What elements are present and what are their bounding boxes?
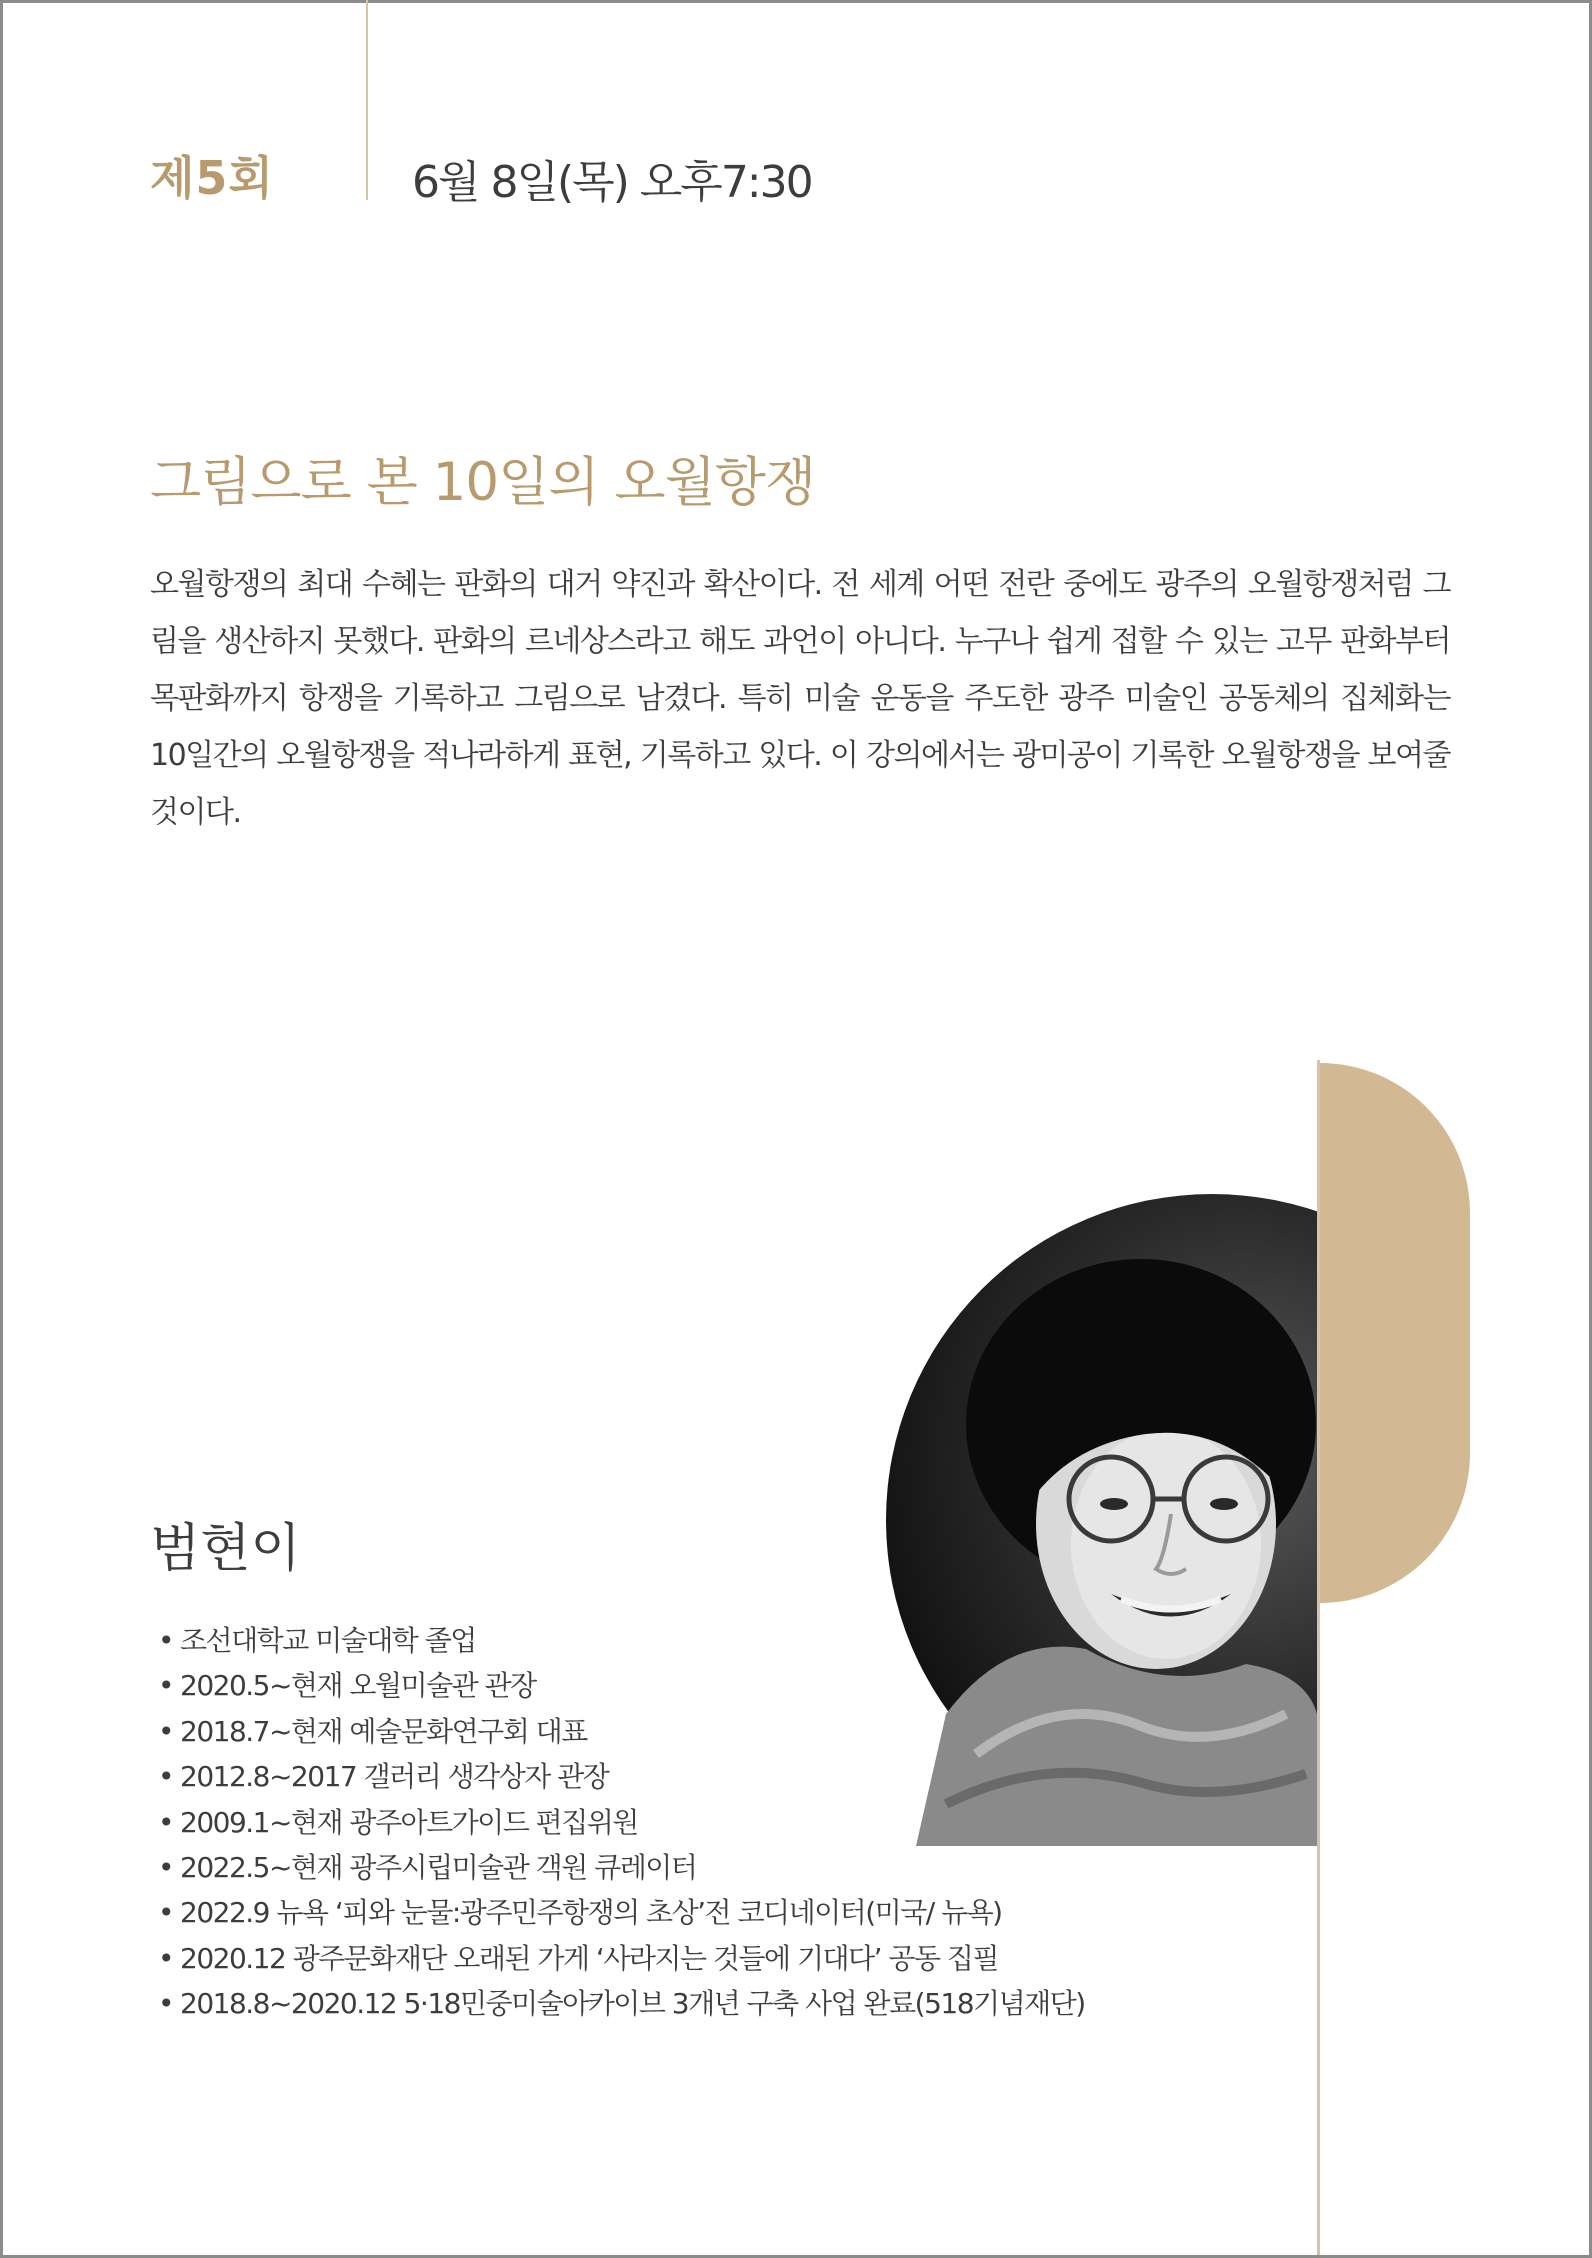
career-item: • 2022.5~현재 광주시립미술관 객원 큐레이터 bbox=[158, 1851, 697, 1885]
career-item: • 2018.8~2020.12 5·18민중미술아카이브 3개년 구축 사업 완료(518기념재단) bbox=[158, 1987, 1085, 2021]
lecture-title: 그림으로 본 10일의 오월항쟁 bbox=[150, 452, 816, 513]
career-item: • 2009.1~현재 광주아트가이드 편집위원 bbox=[158, 1805, 638, 1839]
session-datetime: 6월 8일(목) 오후7:30 bbox=[412, 157, 812, 208]
career-item: • 2020.5~현재 오월미술관 관장 bbox=[158, 1669, 536, 1703]
header-divider-line bbox=[366, 0, 368, 200]
session-number: 제5회 bbox=[150, 151, 274, 205]
decorative-half-circle bbox=[1320, 1063, 1470, 1603]
speaker-name: 범현이 bbox=[150, 1519, 301, 1579]
career-list bbox=[158, 1618, 1085, 2027]
career-item: • 2012.8~2017 갤러리 생각상자 관장 bbox=[158, 1760, 609, 1794]
career-item: • 조선대학교 미술대학 졸업 bbox=[158, 1624, 476, 1657]
lecture-description: 오월항쟁의 최대 수혜는 판화의 대거 약진과 확산이다. 전 세계 어떤 전란 중에도 광주의 오월항쟁처럼 그림을 생산하지 못했다. 판화의 르네상스라고 해도 과언이 아니다. 누구나 쉽게 접할 수 있는 고무 판화부터 목판화까지 항쟁을 기록하고 그림으로 남겼다. 특히 미술 운동을 주도한 광주 미술인 공동체의 집체화는 10일간의 오월항쟁을 적나라하게 표현, 기록하고 있다. 이 강의에서는 광미공이 기록한 오월항쟁을 보여줄 것이다. bbox=[150, 567, 1450, 830]
career-item: • 2020.12 광주문화재단 오래된 가게 ‘사라지는 것들에 기대다’ 공동 집필 bbox=[158, 1941, 998, 1975]
career-item: • 2018.7~현재 예술문화연구회 대표 bbox=[158, 1714, 587, 1748]
career-item: • 2022.9 뉴욕 ‘피와 눈물:광주민주항쟁의 초상’전 코디네이터(미국/ 뉴욕) bbox=[158, 1896, 1002, 1930]
